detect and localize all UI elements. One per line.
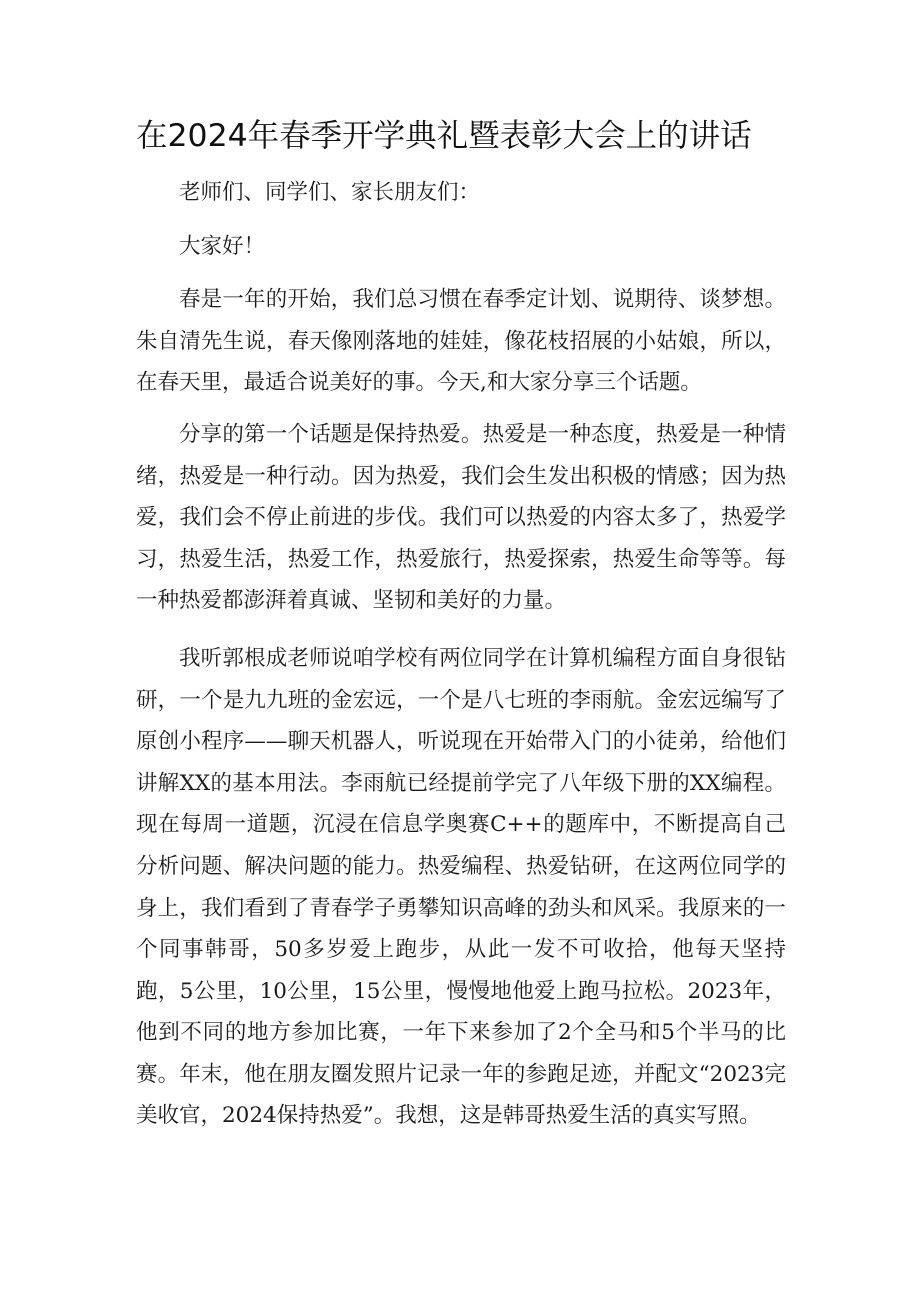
paragraph-topic-one: 分享的第一个话题是保持热爱。热爱是一种态度，热爱是一种情绪，热爱是一种行动。因为热爱，我们会生发出积极的情感；因为热爱，我们会不停止前进的步伐。我们可以热爱的内容太多了，热爱学习，热爱生活，热爱工作，热爱旅行，热爱探索，热爱生命等等。每一种热爱都澎湃着真诚、坚韧和美好的力量。 xyxy=(136,421,786,614)
paragraph-intro: 春是一年的开始，我们总习惯在春季定计划、说期待、谈梦想。朱自清先生说，春天像刚落地的娃娃，像花枝招展的小姑娘，所以，在春天里，最适合说美好的事。今天,和大家分享三个话题。 xyxy=(136,287,786,396)
document-title: 在2024年春季开学典礼暨表彰大会上的讲话 xyxy=(136,118,752,154)
paragraph-greeting: 大家好！ xyxy=(179,233,266,259)
paragraph-salutation: 老师们、同学们、家长朋友们： xyxy=(179,180,481,205)
paragraph-examples: 我听郭根成老师说咱学校有两位同学在计算机编程方面自身很钻研，一个是九九班的金宏远，一个是八七班的李雨航。金宏远编写了原创小程序——聊天机器人，听说现在开始带入门的小徒弟，给他们讲解XX的基本用法。李雨航已经提前学完了八年级下册的XX编程。现在每周一道题，沉浸在信息学奥赛C++的题库中，不断提高自己分析问题、解决问题的能力。热爱编程、热爱钻研，在这两位同学的身上，我们看到了青春学子勇攀知识高峰的劲头和风采。我原来的一个同事韩哥，50多岁爱上跑步，从此一发不可收拾，他每天坚持跑，5公里，10公里，15公里，慢慢地他爱上跑马拉松。2023年，他到不同的地方参加比赛，一年下来参加了2个全马和5个半马的比赛。年末，他在朋友圈发照片记录一年的参跑足迹，并配文“2023完美收官，2024保持热爱”。我想，这是韩哥热爱生活的真实写照。 xyxy=(136,645,786,1129)
document-body xyxy=(136,172,786,1147)
